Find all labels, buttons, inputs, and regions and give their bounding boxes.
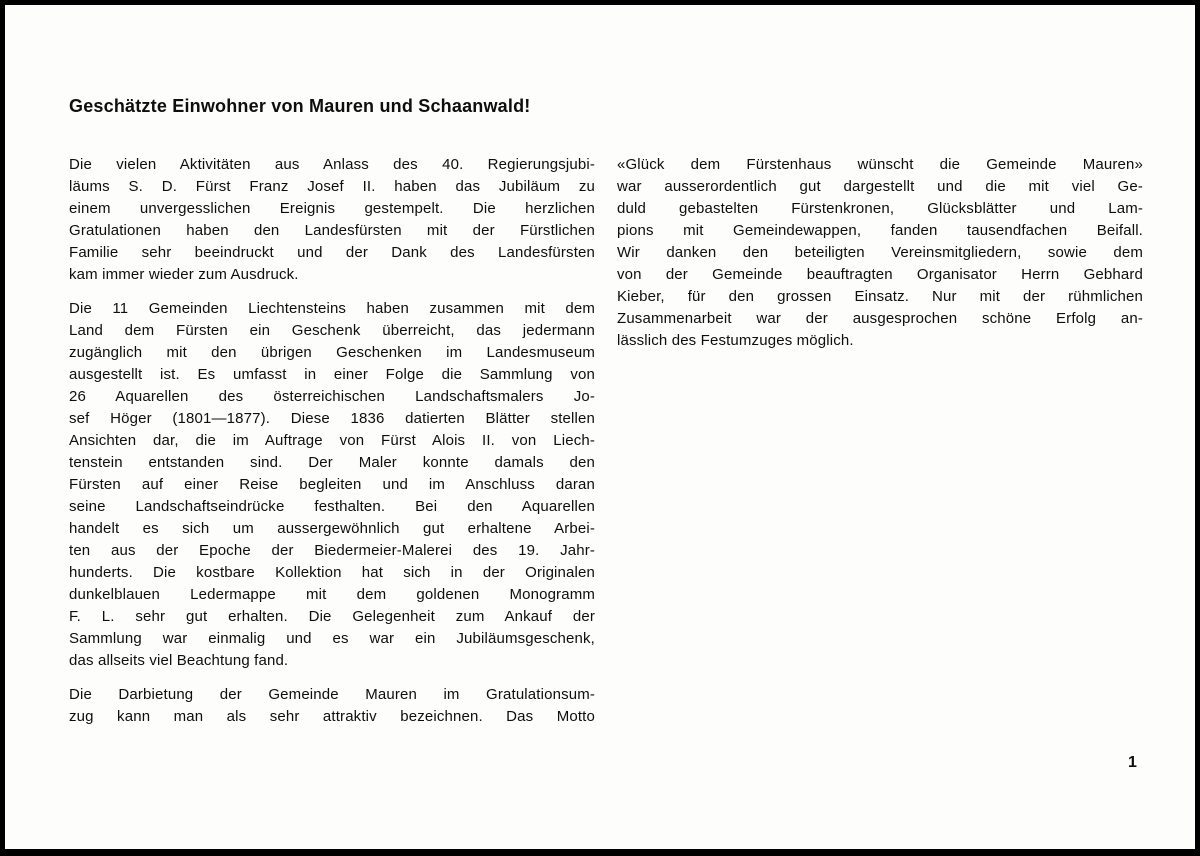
text-line: duld gebastelten Fürstenkronen, Glücksblätter und Lam- — [617, 200, 1143, 217]
text-columns — [69, 154, 1143, 728]
text-line: zug kann man als sehr attraktiv bezeichnen. Das Motto — [69, 708, 595, 725]
paragraph — [617, 154, 1143, 352]
paragraph — [69, 684, 595, 728]
text-line: Land dem Fürsten ein Geschenk überreicht, das jedermann — [69, 322, 595, 339]
text-line: Fürsten auf einer Reise begleiten und im Anschluss daran — [69, 476, 595, 493]
text-line: läums S. D. Fürst Franz Josef II. haben das Jubiläum zu — [69, 178, 595, 195]
text-line: Zusammenarbeit war der ausgesprochen schöne Erfolg an- — [617, 310, 1143, 327]
text-line: ausgestellt ist. Es umfasst in einer Folge die Sammlung von — [69, 366, 595, 383]
text-line: ten aus der Epoche der Biedermeier-Malerei des 19. Jahr- — [69, 542, 595, 559]
paragraph — [69, 154, 595, 286]
page-number: 1 — [1128, 754, 1137, 771]
text-line: hunderts. Die kostbare Kollektion hat sich in der Originalen — [69, 564, 595, 581]
text-line: Sammlung war einmalig und es war ein Jubiläumsgeschenk, — [69, 630, 595, 647]
text-line: sef Höger (1801—1877). Diese 1836 datierten Blätter stellen — [69, 410, 595, 427]
text-line: Wir danken den beteiligten Vereinsmitgliedern, sowie dem — [617, 244, 1143, 261]
text-line: Die 11 Gemeinden Liechtensteins haben zusammen mit dem — [69, 300, 595, 317]
scan-border-left — [0, 0, 5, 856]
scan-border-right — [1195, 0, 1200, 856]
text-line: das allseits viel Beachtung fand. — [69, 652, 289, 669]
text-line: seine Landschaftseindrücke festhalten. Bei den Aquarellen — [69, 498, 595, 515]
text-line: Gratulationen haben den Landesfürsten mit der Fürstlichen — [69, 222, 595, 239]
text-line: handelt es sich um aussergewöhnlich gut erhaltene Arbei- — [69, 520, 595, 537]
text-line: Die Darbietung der Gemeinde Mauren im Gratulationsum- — [69, 686, 595, 703]
text-line: lässlich des Festumzuges möglich. — [617, 332, 854, 349]
paragraph — [69, 298, 595, 672]
text-line: tenstein entstanden sind. Der Maler konnte damals den — [69, 454, 595, 471]
text-line: von der Gemeinde beauftragten Organisator Herrn Gebhard — [617, 266, 1143, 283]
text-line: «Glück dem Fürstenhaus wünscht die Gemeinde Mauren» — [617, 156, 1143, 173]
text-line: Kieber, für den grossen Einsatz. Nur mit der rühmlichen — [617, 288, 1143, 305]
text-line: war ausserordentlich gut dargestellt und die mit viel Ge- — [617, 178, 1143, 195]
text-line: kam immer wieder zum Ausdruck. — [69, 266, 299, 283]
text-line: 26 Aquarellen des österreichischen Landschaftsmalers Jo- — [69, 388, 595, 405]
text-line: einem unvergesslichen Ereignis gestempelt. Die herzlichen — [69, 200, 595, 217]
scan-border-top — [0, 0, 1200, 5]
page-title: Geschätzte Einwohner von Mauren und Schaanwald! — [69, 96, 531, 116]
text-line: dunkelblauen Ledermappe mit dem goldenen Monogramm — [69, 586, 595, 603]
text-line: Die vielen Aktivitäten aus Anlass des 40. Regierungsjubi- — [69, 156, 595, 173]
text-line: Familie sehr beeindruckt und der Dank des Landesfürsten — [69, 244, 595, 261]
text-line: F. L. sehr gut erhalten. Die Gelegenheit zum Ankauf der — [69, 608, 595, 625]
text-line: Ansichten dar, die im Auftrage von Fürst Alois II. von Liech- — [69, 432, 595, 449]
text-line: pions mit Gemeindewappen, fanden tausendfachen Beifall. — [617, 222, 1143, 239]
left-column — [69, 154, 595, 728]
right-column — [617, 154, 1143, 728]
text-line: zugänglich mit den übrigen Geschenken im Landesmuseum — [69, 344, 595, 361]
scan-border-bottom — [0, 849, 1200, 856]
